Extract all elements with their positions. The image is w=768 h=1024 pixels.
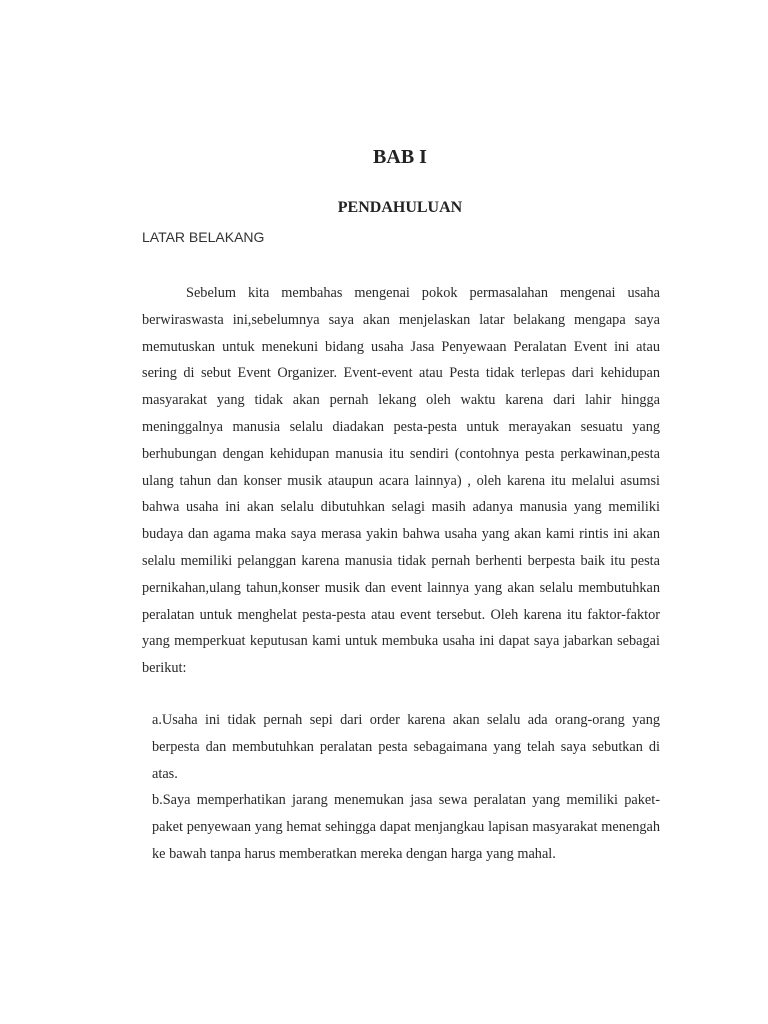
list-item: b.Saya memperhatikan jarang menemukan jasa sewa peralatan yang memiliki paket-paket penyewaan yang hemat sehingga dapat menjangkau lapisan masyarakat menengah ke bawah tanpa harus memberatkan mereka dengan harga yang mahal. xyxy=(152,792,660,862)
list-item: a.Usaha ini tidak pernah sepi dari order karena akan selalu ada orang-orang yang berpesta dan membutuhkan peralatan pesta sebagaimana yang telah saya sebutkan di atas. xyxy=(152,712,660,782)
reasons-list xyxy=(152,707,660,868)
section-heading: LATAR BELAKANG xyxy=(142,229,265,245)
body-paragraph: Sebelum kita membahas mengenai pokok permasalahan mengenai usaha berwiraswasta ini,sebelumnya saya akan menjelaskan latar belakang mengapa saya memutuskan untuk menekuni bidang usaha Jasa Penyewaan Peralatan Event ini atau sering di sebut Event Organizer. Event-event atau Pesta tidak terlepas dari kehidupan masyarakat yang tidak akan pernah lekang oleh waktu karena dari lahir hingga meninggalnya manusia selalu diadakan pesta-pesta untuk merayakan sesuatu yang berhubungan dengan kehidupan manusia itu sendiri (contohnya pesta perkawinan,pesta ulang tahun dan konser musik ataupun acara lainnya) , oleh karena itu melalui asumsi bahwa usaha ini akan selalu dibutuhkan selagi masih adanya manusia yang memiliki budaya dan agama maka saya merasa yakin bahwa usaha yang akan kami rintis ini akan selalu memiliki pelanggan karena manusia tidak pernah berhenti berpesta baik itu pesta pernikahan,ulang tahun,konser musik dan event lainnya yang akan selalu membutuhkan peralatan untuk menghelat pesta-pesta atau event tersebut. Oleh karena itu faktor-faktor yang memperkuat keputusan kami untuk membuka usaha ini dapat saya jabarkan sebagai berikut: xyxy=(142,285,660,677)
chapter-title: PENDAHULUAN xyxy=(337,199,463,216)
chapter-heading: BAB I xyxy=(373,146,427,168)
